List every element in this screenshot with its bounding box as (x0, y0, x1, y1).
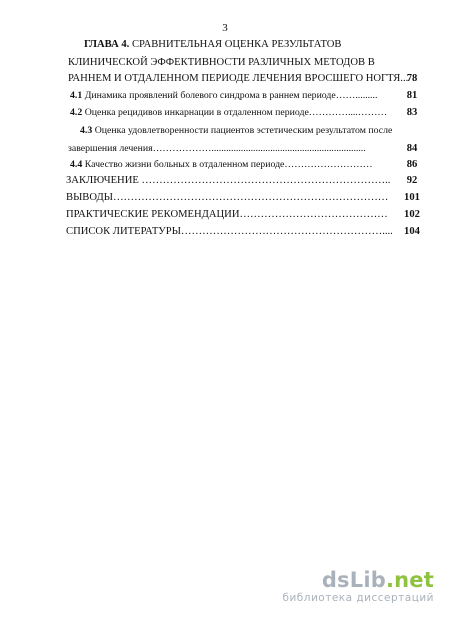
toc-section-4-4 (70, 158, 373, 171)
section-title-continuation: завершения лечения………………............................................................... (68, 143, 366, 154)
entry-page: 104 (404, 226, 420, 237)
section-page: 84 (406, 143, 418, 154)
toc-entry-references: СПИСОК ЛИТЕРАТУРЫ………………………………………………….... (66, 226, 393, 237)
toc-section-4-2 (70, 106, 387, 119)
page-number: 3 (222, 22, 228, 34)
dslib-watermark (282, 569, 434, 605)
section-page: 86 (406, 159, 418, 170)
chapter-heading-line1 (84, 38, 342, 51)
section-title: Качество жизни больных в отдаленном периоде……………………… (84, 159, 373, 170)
entry-page: 92 (406, 175, 418, 186)
section-page: 83 (406, 107, 418, 118)
logo-main: dsLib (321, 568, 386, 592)
watermark-subtitle: библиотека диссертаций (282, 592, 434, 604)
toc-section-4-3 (80, 124, 392, 137)
logo-tld: .net (385, 568, 434, 592)
section-title: Оценка рецидивов инкарнации в отдаленном периоде…………....……… (84, 107, 388, 118)
toc-entry-conclusion: ЗАКЛЮЧЕНИЕ …………………………………………………………….. (66, 175, 391, 186)
chapter-title-line3: РАННЕМ И ОТДАЛЕННОМ ПЕРИОДЕ ЛЕЧЕНИЯ ВРОСШЕГО НОГТЯ... (68, 73, 409, 84)
section-number: 4.2 (70, 107, 83, 118)
chapter-page: 78 (406, 73, 418, 84)
section-page: 81 (406, 90, 418, 101)
entry-page: 101 (404, 192, 420, 203)
section-number: 4.4 (70, 159, 83, 170)
toc-entry-recommendations: ПРАКТИЧЕСКИЕ РЕКОМЕНДАЦИИ…………………………………… (66, 209, 388, 220)
watermark-logo (282, 569, 434, 591)
section-number: 4.3 (80, 125, 93, 136)
section-number: 4.1 (70, 90, 83, 101)
section-title: Оценка удовлетворенности пациентов эстетическим результатом после (94, 125, 393, 136)
toc-section-4-1 (70, 89, 377, 102)
chapter-label: ГЛАВА 4. (84, 39, 130, 50)
toc-entry-findings: ВЫВОДЫ…………………………………………………………………… (66, 192, 389, 203)
chapter-title-line1: СРАВНИТЕЛЬНАЯ ОЦЕНКА РЕЗУЛЬТАТОВ (131, 39, 342, 50)
chapter-title-line2: КЛИНИЧЕСКОЙ ЭФФЕКТИВНОСТИ РАЗЛИЧНЫХ МЕТОДОВ В (68, 57, 375, 68)
entry-page: 102 (404, 209, 420, 220)
section-title: Динамика проявлений болевого синдрома в раннем периоде……......... (84, 90, 378, 101)
